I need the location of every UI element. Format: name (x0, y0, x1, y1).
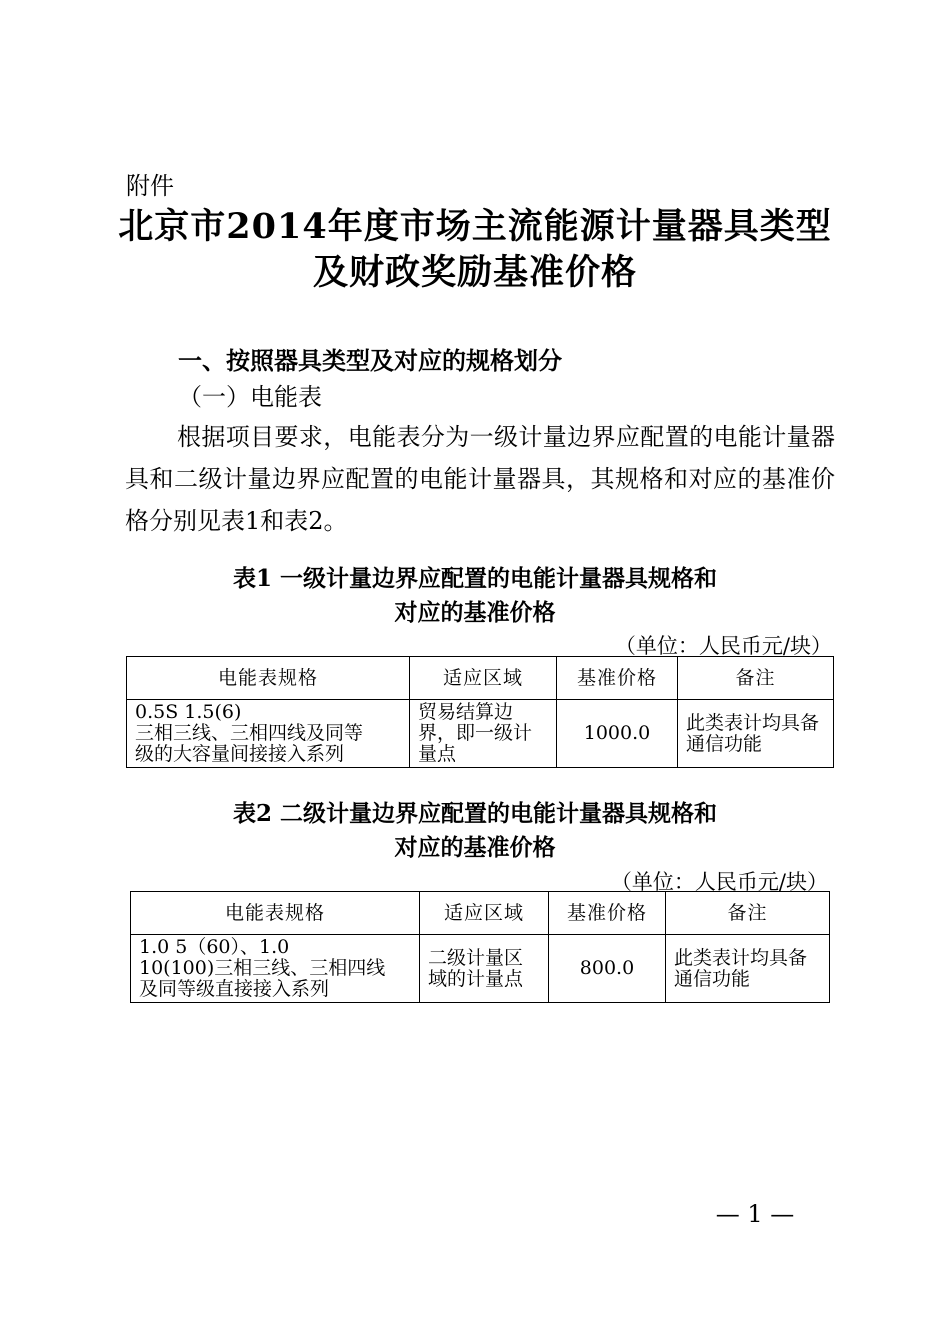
spec-line: 10(100)三相三线、三相四线 (139, 957, 386, 979)
table2-region-cell: 二级计量区域的计量点 (420, 935, 549, 1003)
table2-header-spec: 电能表规格 (131, 892, 420, 935)
table1-header-note: 备注 (678, 657, 834, 700)
table2-title-line-1: 表2 二级计量边界应配置的电能计量器具规格和 (232, 800, 717, 827)
table1-note-cell: 此类表计均具备通信功能 (678, 700, 834, 768)
body-paragraph: 根据项目要求，电能表分为一级计量边界应配置的电能计量器具和二级计量边界应配置的电能计量器具，其规格和对应的基准价格分别见表1和表2。 (125, 423, 835, 535)
table1 (126, 656, 834, 768)
table2-unit: （单位：人民币元/块） (610, 870, 828, 894)
spec-line: 三相三线、三相四线及同等 (135, 722, 364, 744)
table1-header-price: 基准价格 (557, 657, 678, 700)
document-title (0, 204, 950, 296)
table2-header-row (131, 892, 830, 935)
table2-note-cell: 此类表计均具备通信功能 (666, 935, 830, 1003)
table1-header-row (127, 657, 834, 700)
table1-region-cell: 贸易结算边界，即一级计量点 (410, 700, 557, 768)
subsection-heading: （一）电能表 (178, 383, 322, 411)
section-heading: 一、按照器具类型及对应的规格划分 (178, 346, 562, 375)
table1-title-line-1: 表1 一级计量边界应配置的电能计量器具规格和 (232, 565, 717, 592)
title-line-2: 及财政奖励基准价格 (312, 252, 637, 293)
table1-unit: （单位：人民币元/块） (614, 634, 832, 658)
spec-line: 级的大容量间接接入系列 (135, 743, 345, 765)
table2-header-note: 备注 (666, 892, 830, 935)
table-row (131, 935, 830, 1003)
table1-price-cell: 1000.0 (557, 700, 678, 768)
table2-header-region: 适应区域 (420, 892, 549, 935)
table2-title (0, 797, 950, 865)
table2-spec-cell (131, 935, 420, 1003)
table1-header-region: 适应区域 (410, 657, 557, 700)
page-number: — 1 — (715, 1200, 795, 1228)
table1-title-line-2: 对应的基准价格 (394, 599, 556, 626)
spec-line: 0.5S 1.5(6) (135, 701, 242, 723)
attachment-label: 附件 (126, 172, 174, 200)
title-line-1: 北京市2014年度市场主流能源计量器具类型 (118, 206, 832, 247)
table1-title (0, 562, 950, 630)
table2-title-line-2: 对应的基准价格 (394, 834, 556, 861)
spec-line: 1.0 5（60）、1.0 (139, 936, 290, 958)
spec-line: 及同等级直接接入系列 (139, 978, 330, 1000)
table2-price-cell: 800.0 (549, 935, 666, 1003)
table2 (130, 891, 830, 1003)
table2-header-price: 基准价格 (549, 892, 666, 935)
table1-header-spec: 电能表规格 (127, 657, 410, 700)
table-row (127, 700, 834, 768)
table1-spec-cell (127, 700, 410, 768)
